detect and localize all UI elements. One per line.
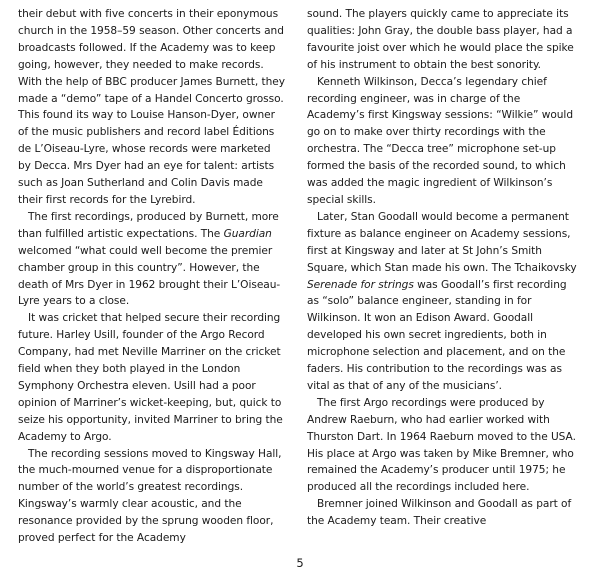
paragraph: Bremner joined Wilkinson and Goodall as part of the Academy team. Their creative (307, 498, 572, 528)
paragraph: It was cricket that helped secure their recording future. Harley Usill, founder of the Argo Record Company, had met Neville Marriner on the cricket field when they both played in the London Symphony Orchestra eleven. Usill had a poor opinion of Marriner’s wicket-keeping, but, quick to seize his opportunity, invited Marriner to bring the Academy to Argo. (18, 312, 283, 443)
paragraph: The recording sessions moved to Kingsway Hall, the much-mourned venue for a disproportionate number of the world’s greatest recordings. Kingsway’s warmly clear acoustic, and the resonance provided by the sprung wooden floor, proved perfect for the Academy (18, 447, 282, 545)
paragraph: The first Argo recordings were produced by Andrew Raeburn, who had earlier worked with Thurston Dart. In 1964 Raeburn moved to the USA. His place at Argo was taken by Mike Bremner, who remained the Academy’s producer until 1975; he produced all the recordings included here. (307, 396, 576, 494)
paragraph: sound. The players quickly came to appreciate its qualities: John Gray, the double bass player, had a favourite joist over which he would place the spike of his instrument to obtain the best sonority. (307, 8, 574, 71)
newspaper-title: Guardian (223, 227, 272, 240)
left-text-column (18, 6, 286, 547)
right-text-column (307, 6, 581, 530)
page-number: 5 (296, 556, 304, 570)
paragraph: their debut with five concerts in their eponymous church in the 1958–59 season. Other concerts and broadcasts followed. If the Academy was to keep going, however, they needed to make records. With the help of BBC producer James Burnett, they made a “demo” tape of a Handel Concerto grosso. This found its way to Louise Hanson-Dyer, owner of the music publishers and record label Éditions de L’Oiseau-Lyre, whose records were marketed by Decca. Mrs Dyer had an eye for talent: artists such as Joan Sutherland and Colin Davis made their first records for the Lyrebird. (18, 8, 285, 206)
paragraph: The first recordings, produced by Burnett, more than fulfilled artistic expectations. The Guardian welcomed “what could well become the premier chamber group in this country”. However, the death of Mrs Dyer in 1962 brought their L’Oiseau-Lyre years to a close. (18, 210, 281, 308)
paragraph: Kenneth Wilkinson, Decca’s legendary chief recording engineer, was in charge of the Academy’s first Kingsway sessions: “Wilkie” would go on to make over thirty recordings with the orchestra. The “Decca tree” microphone set-up formed the basis of the recorded sound, to which was added the magic ingredient of Wilkinson’s special skills. (307, 75, 573, 206)
work-title: Serenade for strings (307, 278, 414, 291)
paragraph: Later, Stan Goodall would become a permanent fixture as balance engineer on Academy sessions, first at Kingsway and later at St John’s Smith Square, which Stan made his own. The Tchaikovsky Serenade for strings was Goodall’s first recording as “solo” balance engineer, standing in for Wilkinson. It won an Edison Award. Goodall developed his own secret ingredients, both in microphone selection and placement, and on the faders. His contribution to the recordings was as vital as that of any of the musicians’. (307, 210, 577, 392)
